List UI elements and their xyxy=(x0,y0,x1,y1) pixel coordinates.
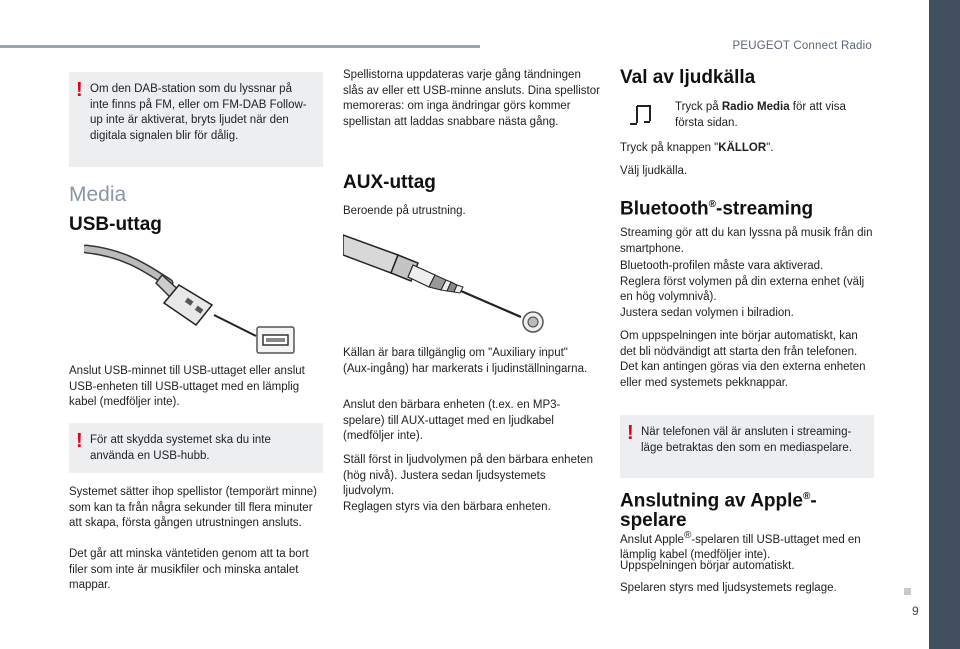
page-header-title: PEUGEOT Connect Radio xyxy=(732,40,872,52)
bt-text-1: Streaming gör att du kan lyssna på musik från din smartphone. xyxy=(620,227,873,255)
warning-exclamation-icon: ! xyxy=(627,422,634,444)
warning-exclamation-icon: ! xyxy=(76,79,83,101)
page-number: 9 xyxy=(912,604,919,618)
heading-bluetooth: Bluetooth®-streaming xyxy=(620,198,814,220)
playlist-text-2: Det går att minska väntetiden genom att ta bort filer som inte är musikfiler och minska antalet mappar. xyxy=(69,548,309,591)
playlist-text-1: Systemet sätter ihop spellistor (temporärt minne) som kan ta från några sekunder till flera minuter att skapa, första gången utrustningen ansluts. xyxy=(69,486,317,529)
warning-box-dab xyxy=(69,72,323,167)
usb-connector-illustration xyxy=(84,243,324,358)
aux-text-4: Reglagen styrs via den bärbara enheten. xyxy=(343,501,551,513)
header-rule xyxy=(0,45,480,48)
bt-text-2: Bluetooth-profilen måste vara aktiverad. Reglera först volymen på din externa enhet (välj en hög volymnivå). Justera sedan volymen i bilradion. xyxy=(620,260,865,319)
warning-hub-text: För att skydda systemet ska du inte använda en USB-hubb. xyxy=(90,434,271,462)
usb-connect-text: Anslut USB-minnet till USB-uttaget eller anslut USB-enheten till USB-uttaget med en lämplig kabel (medföljer inte). xyxy=(69,365,305,408)
aux-depends-text: Beroende på utrustning. xyxy=(343,205,466,217)
source-tap-text: Tryck på Radio Media för att visa första sidan. xyxy=(675,101,846,129)
section-title-media: Media xyxy=(69,183,127,206)
heading-source: Val av ljudkälla xyxy=(620,67,756,88)
warning-stream-text: När telefonen väl är ansluten i streaming-läge betraktas den som en mediaspelare. xyxy=(641,426,852,454)
playlist-update-text: Spellistorna uppdateras varje gång tändningen slås av eller ett USB-minne ansluts. Dina spellistor memoreras: om inga ändringar görs kommer spellistan att laddas snabbare nästa gång. xyxy=(343,69,600,128)
heading-apple: Anslutning av Apple®- spelare xyxy=(620,490,817,532)
warning-dab-text: Om den DAB-station som du lyssnar på inte finns på FM, eller om FM-DAB Follow-up inte är aktiverat, bryts ljudet när den digitala signalen blir för dålig. xyxy=(90,83,307,142)
aux-text-2: Anslut den bärbara enheten (t.ex. en MP3-spelare) till AUX-uttaget med en ljudkabel (medföljer inte). xyxy=(343,399,561,442)
apple-text-3: Spelaren styrs med ljudsystemets reglage. xyxy=(620,582,837,594)
music-note-icon xyxy=(628,104,656,128)
apple-text-1: Anslut Apple®-spelaren till USB-uttaget med en lämplig kabel (medföljer inte). xyxy=(620,530,861,562)
warning-box-hub xyxy=(69,423,323,473)
continue-marker xyxy=(904,588,911,595)
aux-jack-illustration xyxy=(343,225,548,335)
warning-box-stream xyxy=(620,415,874,478)
side-tab xyxy=(929,0,960,649)
source-press-text: Tryck på knappen "KÄLLOR". xyxy=(620,142,774,154)
aux-text-1: Källan är bara tillgänglig om "Auxiliary input" (Aux-ingång) har markerats i ljudinställningarna. xyxy=(343,347,588,375)
source-select-text: Välj ljudkälla. xyxy=(620,165,688,177)
aux-text-3: Ställ först in ljudvolymen på den bärbara enheten (hög nivå). Justera sedan ljudsystemets ljudvolym. xyxy=(343,454,593,497)
heading-aux: AUX-uttag xyxy=(343,172,436,193)
apple-text-2: Uppspelningen börjar automatiskt. xyxy=(620,560,795,572)
heading-usb: USB-uttag xyxy=(69,214,162,235)
bt-text-3: Om uppspelningen inte börjar automatiskt, kan det bli nödvändigt att starta den från telefonen. Det kan antingen göras via den externa enheten eller med systemets pekknappar. xyxy=(620,330,866,389)
warning-exclamation-icon: ! xyxy=(76,430,83,452)
